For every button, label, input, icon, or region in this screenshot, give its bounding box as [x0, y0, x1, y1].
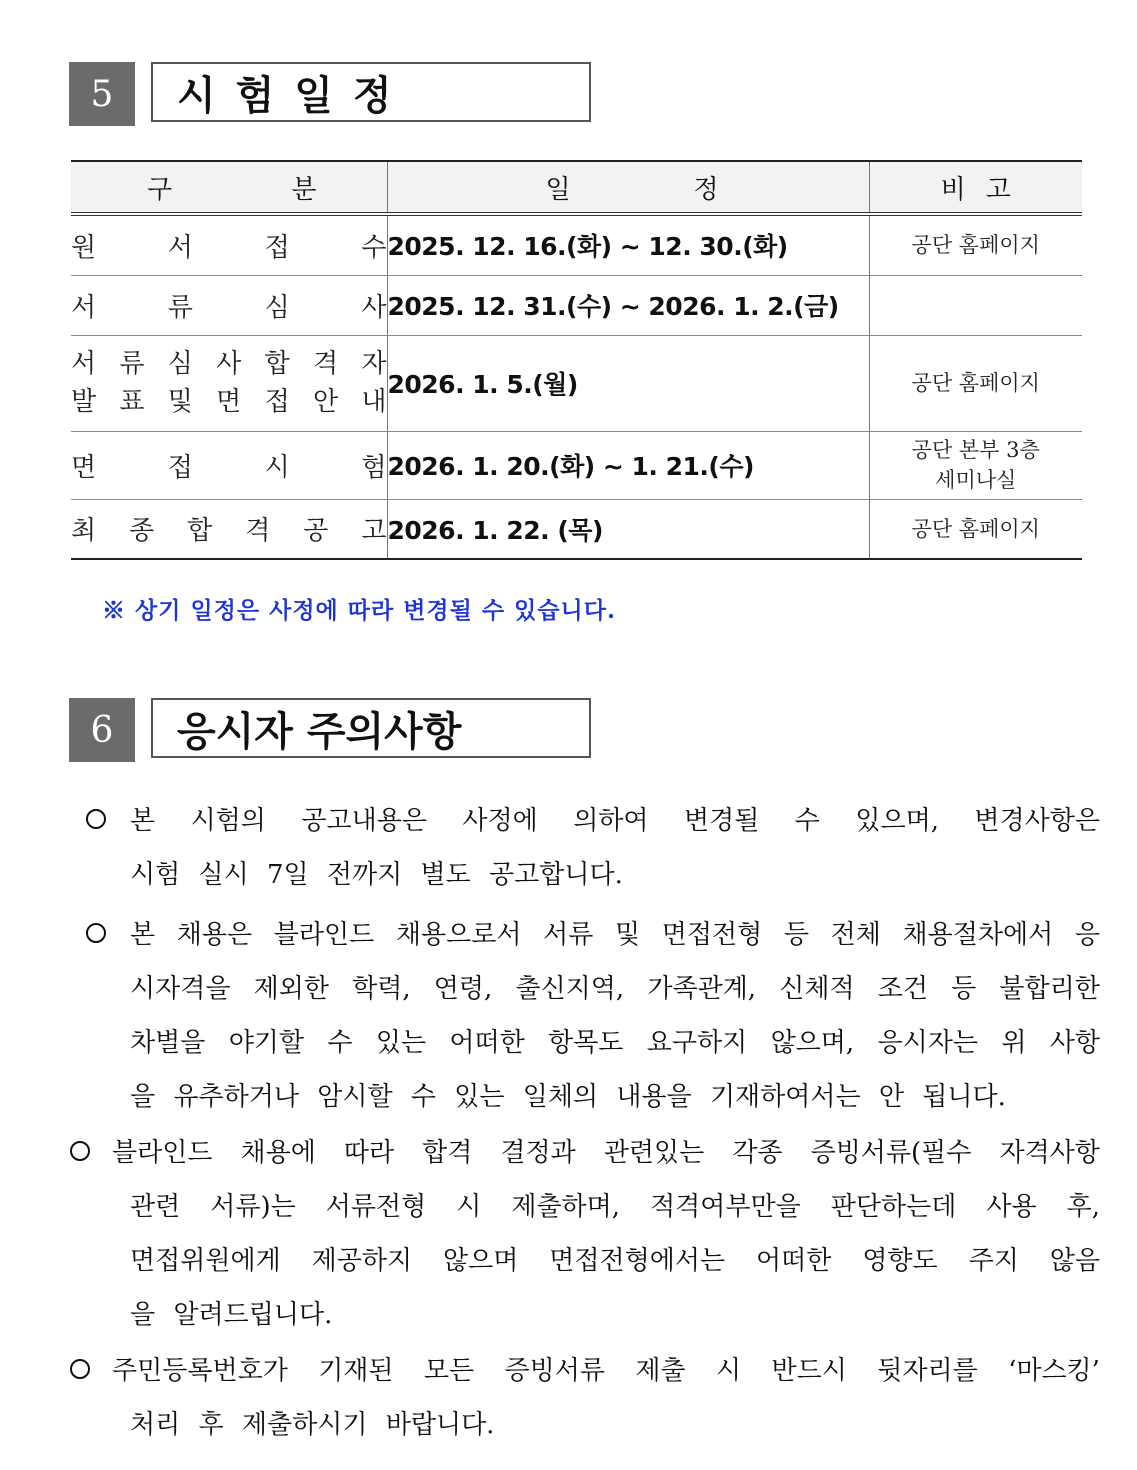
notice-text-line: 을 알려드립니다.: [130, 1300, 333, 1330]
spread-label: 발 표 및 면 접 안 내: [71, 387, 387, 417]
notice-text-line: 본 시험의 공고내용은 사정에 의하여 변경될 수 있으며, 변경사항은: [130, 806, 1100, 836]
section-number: 6: [69, 698, 135, 762]
table-header-row: [71, 161, 1082, 214]
notice-text-line: 블라인드 채용에 따라 합격 결정과 관련있는 각종 증빙서류(필수 자격사항: [112, 1138, 1100, 1168]
header-schedule: [387, 161, 869, 214]
circle-bullet-icon: [86, 923, 106, 943]
table-row: [71, 275, 1082, 335]
note-line: 세미나실: [935, 468, 1017, 492]
note-cell: 공단 홈페이지: [869, 499, 1082, 559]
section-number: 5: [69, 62, 135, 126]
notice-text-line: 관련 서류)는 서류전형 시 제출하며, 적격여부만을 판단하는데 사용 후,: [130, 1192, 1100, 1222]
header-note: [869, 161, 1082, 214]
category-cell: [71, 275, 387, 335]
date-cell: 2026. 1. 22. (목): [387, 499, 869, 559]
spread-label: 일 정: [545, 174, 719, 205]
table-row: [71, 499, 1082, 559]
notice-text-line: 을 유추하거나 암시할 수 있는 일체의 내용을 기재하여서는 안 됩니다.: [130, 1082, 1006, 1112]
circle-bullet-icon: [70, 1141, 90, 1161]
category-cell: [71, 499, 387, 559]
spread-label: 원 서 접 수: [71, 232, 387, 263]
notice-text-line: 본 채용은 블라인드 채용으로서 서류 및 면접전형 등 전체 채용절차에서 응: [130, 920, 1100, 950]
section-title: 시험일정: [151, 62, 591, 122]
date-cell: 2025. 12. 16.(화) ~ 12. 30.(화): [387, 214, 869, 275]
circle-bullet-icon: [70, 1359, 90, 1379]
date-cell: 2026. 1. 5.(월): [387, 335, 869, 431]
notice-text-line: 처리 후 제출하시기 바랍니다.: [130, 1410, 495, 1440]
table-row: [71, 214, 1082, 275]
note-cell: 공단 홈페이지: [869, 214, 1082, 275]
date-cell: 2025. 12. 31.(수) ~ 2026. 1. 2.(금): [387, 275, 869, 335]
notice-text-line: 시자격을 제외한 학력, 연령, 출신지역, 가족관계, 신체적 조건 등 불합리한: [130, 974, 1100, 1004]
notice-text-line: 시험 실시 7일 전까지 별도 공고합니다.: [130, 860, 623, 890]
schedule-change-notice: ※ 상기 일정은 사정에 따라 변경될 수 있습니다.: [102, 597, 616, 624]
notice-text-line: 차별을 야기할 수 있는 어떠한 항목도 요구하지 않으며, 응시자는 위 사항: [130, 1028, 1100, 1058]
table-row: [71, 431, 1082, 499]
spread-label: 구 분: [147, 174, 317, 205]
notice-text-line: 주민등록번호가 기재된 모든 증빙서류 제출 시 반드시 뒷자리를 ‘마스킹’: [112, 1356, 1100, 1386]
spread-label: 최 종 합 격 공 고: [71, 516, 387, 547]
header-category: [71, 161, 387, 214]
note-cell: 공단 홈페이지: [869, 335, 1082, 431]
note-line: 공단 본부 3층: [911, 438, 1040, 462]
notice-text-line: 면접위원에게 제공하지 않으며 면접전형에서는 어떠한 영향도 주지 않음: [130, 1246, 1100, 1276]
date-cell: 2026. 1. 20.(화) ~ 1. 21.(수): [387, 431, 869, 499]
circle-bullet-icon: [86, 809, 106, 829]
category-cell: [71, 335, 387, 431]
spread-label: 서 류 심 사 합 격 자: [71, 349, 387, 379]
spread-label: 서 류 심 사: [71, 292, 387, 323]
spread-label: 비 고: [940, 174, 1011, 205]
note-cell: [869, 275, 1082, 335]
spread-label: 면 접 시 험: [71, 452, 387, 483]
category-cell: [71, 214, 387, 275]
table-row: [71, 335, 1082, 431]
section-title: 응시자 주의사항: [151, 698, 591, 758]
schedule-table: [71, 160, 1082, 560]
category-cell: [71, 431, 387, 499]
note-cell: [869, 431, 1082, 499]
